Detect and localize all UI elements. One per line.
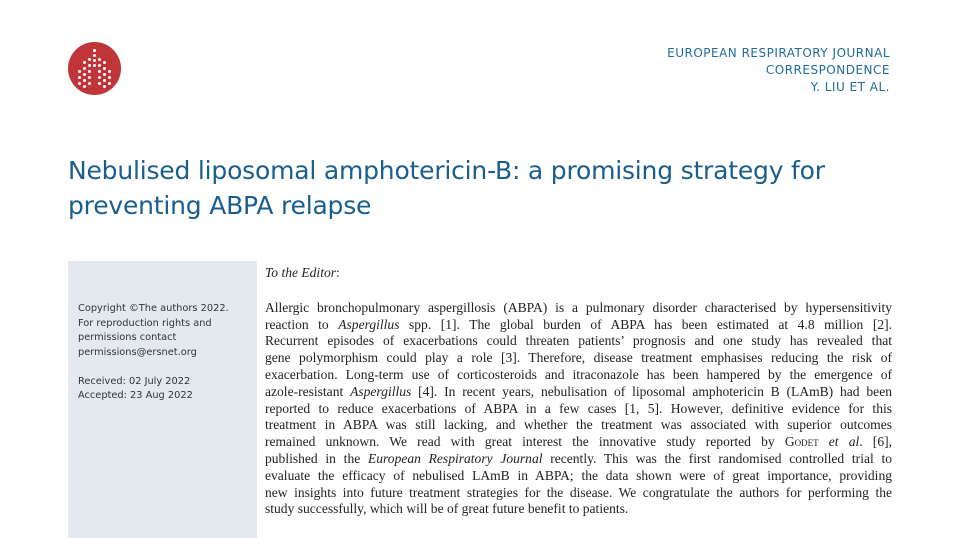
body-line: exacerbation. Long-term use of corticosteroids and itraconazole has been hampered by the emergence of	[265, 366, 892, 382]
author-short: Y. LIU ET AL.	[810, 80, 890, 94]
article-title	[68, 153, 898, 223]
body-line: new insights into future treatment strategies for the disease. We congratulate the authors for performing the	[265, 484, 892, 500]
ers-logo-icon	[68, 42, 121, 95]
body-line: azole-resistant Aspergillus [4]. In recent years, nebulisation of liposomal amphotericin B (LAmB) had been	[265, 383, 892, 399]
article-section: CORRESPONDENCE	[765, 63, 890, 77]
body-line: Allergic bronchopulmonary aspergillosis (ABPA) is a pulmonary disorder characterised by hypersensitivity	[265, 299, 892, 315]
article-info-sidebar	[68, 261, 257, 538]
body-line: reported to reduce exacerbations of ABPA in a few cases [1, 5]. However, definitive evidence for this	[265, 400, 892, 416]
running-header	[667, 45, 890, 96]
salutation-text: To the Editor	[265, 265, 337, 280]
received-date: Received: 02 July 2022	[78, 375, 191, 387]
body-paragraph	[265, 300, 892, 518]
body-line: published in the European Respiratory Journal recently. This was the first randomised controlled trial to	[265, 450, 893, 466]
journal-name: EUROPEAN RESPIRATORY JOURNAL	[667, 46, 890, 60]
salutation	[265, 265, 892, 282]
salutation-colon: :	[336, 265, 340, 280]
body-line: evaluate the efficacy of nebulised LAmB in ABPA; the data shown were of great importance, providing	[265, 467, 892, 483]
body-line: Recurrent episodes of exacerbations could threaten patients’ prognosis and one study has revealed that	[265, 333, 892, 349]
title-line-2: preventing ABPA relapse	[68, 191, 372, 220]
body-line: gene polymorphism could play a role [3]. Therefore, disease treatment emphasises reducing the risk of	[265, 350, 892, 366]
body-line: treatment in ABPA was still lacking, and whether the treatment was associated with superior outcomes	[265, 417, 892, 433]
body-line: remained unknown. We read with great interest the innovative study reported by Godet et al. [6],	[265, 434, 892, 450]
copyright-line: Copyright ©The authors 2022.	[78, 303, 229, 314]
body-line: reaction to Aspergillus spp. [1]. The global burden of ABPA has been estimated at 4.8 million [2].	[265, 316, 892, 332]
body-line: study successfully, which will be of great future benefit to patients.	[265, 501, 629, 517]
article-body	[265, 265, 892, 518]
rights-line: For reproduction rights and	[78, 317, 212, 329]
title-line-1: Nebulised liposomal amphotericin-B: a promising strategy for	[68, 156, 825, 185]
accepted-date: Accepted: 23 Aug 2022	[78, 390, 193, 401]
permissions-line: permissions contact	[78, 332, 177, 343]
permissions-email: permissions@ersnet.org	[78, 346, 197, 358]
sidebar-text	[78, 302, 253, 404]
